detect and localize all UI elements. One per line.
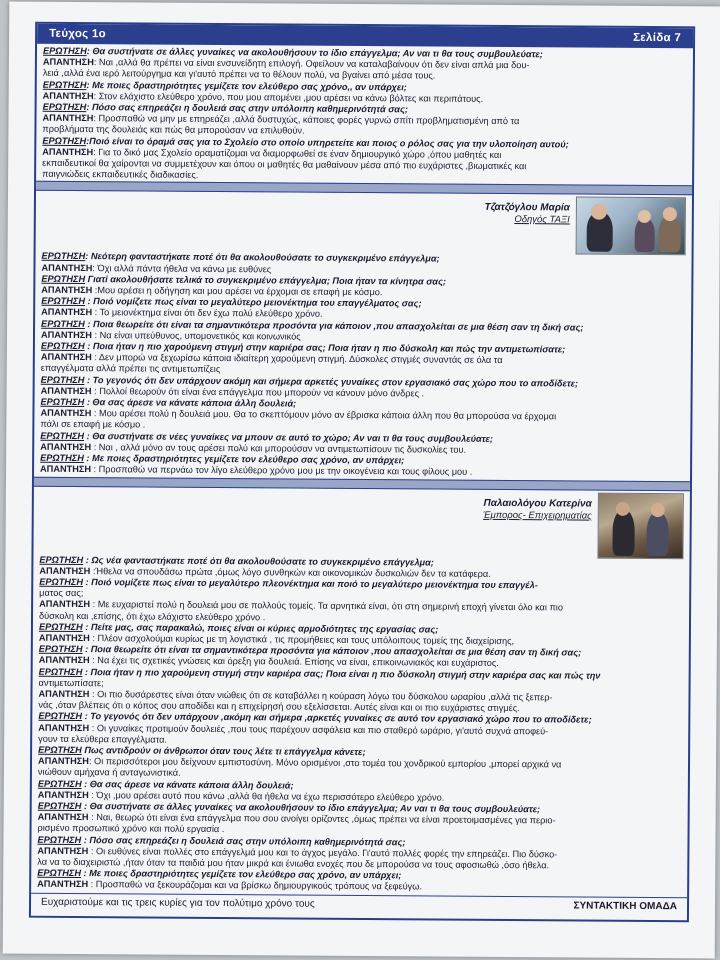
- question-label: ΕΡΩΤΗΣΗ: [41, 251, 86, 262]
- person-name: Παλαιολόγου Κατερίνα: [483, 497, 592, 510]
- answer-label: ΑΠΑΝΤΗΣΗ: [37, 811, 89, 823]
- line-text: : Ποιό νομίζετε πως είναι το μεγαλύτερο πλεονέκτημα και ποιό το μεγαλύτερο μειονέκτημα του επαγγέλ-: [82, 576, 538, 591]
- line-text: λα να το διαχειριστώ ,ήταν όταν τα παιδιά μου ήταν μικρά και ένιωθα ενοχές που δε μπορούσα να τους αφοσιωθώ ,όσο ήθελα.: [37, 856, 550, 871]
- line-text: : Το μειονέκτημα είναι ότι δεν έχω πολύ ελεύθερο χρόνο.: [92, 307, 323, 320]
- line-text: : Πολλοί θεωρούν ότι είναι ένα επάγγελμα που μπορούν να κάνουν μόνο άνδρες .: [91, 385, 425, 399]
- question-label: ΕΡΩΤΗΣΗ: [40, 452, 84, 464]
- interview-content: [31, 44, 693, 912]
- answer-label: ΑΠΑΝΤΗΣΗ: [37, 879, 89, 890]
- answer-label: ΑΠΑΝΤΗΣΗ: [37, 845, 89, 856]
- line-text: : Το γεγονός ότι δεν υπάρχουν ακόμη και σήμερα αρκετές γυναίκες στον εργασιακό σας χώρο που το αποδίδετε;: [84, 374, 579, 389]
- line-text: εκπαιδευτικοί θα χαίρονται να συμμετέχουν και όπου οι μαθητές θα μαθαίνουν μέσα από πιο ευχάριστες ,βιωματικές και: [42, 157, 527, 172]
- line-text: : Οι γυναίκες προτιμούν δουλειές ,που τους παρέχουν ασφάλεια και πιο σταθερό ωράριο, γι'αυτό συχνά αποφεύ-: [89, 722, 549, 736]
- question-label: ΕΡΩΤΗΣΗ: [38, 744, 82, 756]
- answer-label: ΑΠΑΝΤΗΣΗ: [38, 688, 90, 700]
- line-text: : Προσπαθώ να ξεκουράζομαι και να βρίσκω δημιουργικούς τρόπους να ξεφεύγω.: [88, 879, 423, 892]
- line-text: προβλήματα της δουλειάς και πώς θα μπορούσαν να επιλυθούν.: [42, 124, 305, 137]
- line-text: : Ναι ,αλλά θα πρέπει να είναι ενσυνείδητη επιλογή. Οφείλουν να καταλαβαίνουν ότι δεν είναι απλά μια δου-: [93, 57, 530, 71]
- question-label: ΕΡΩΤΗΣΗ: [39, 576, 84, 587]
- answer-label: ΑΠΑΝΤΗΣΗ: [41, 262, 93, 273]
- answer-label: ΑΠΑΝΤΗΣΗ: [40, 352, 92, 363]
- line-text: : Ως νέα φανταστήκατε ποτέ ότι θα ακολουθούσατε το συγκεκριμένο επάγγελμα;: [83, 554, 434, 568]
- line-text: αντιμετωπίσατε;: [38, 677, 104, 688]
- line-text: : Με ποιες δραστηριότητες γεμίζετε τον ελεύθερο σας χρόνο,, αν υπάρχει;: [86, 79, 407, 92]
- answer-label: ΑΠΑΝΤΗΣΗ: [40, 408, 92, 419]
- question-label: ΕΡΩΤΗΣΗ: [41, 296, 86, 307]
- line-text: Πως αντιδρούν οι άνθρωποι όταν τους λέτε τι επάγγελμα κάνετε;: [81, 745, 366, 757]
- line-text: : Οι περισσότεροι μου δείχνουν εμπιστοσύνη. Μόνο ορισμένοι ,στο τομέα του χονδρικού εμπορίου ,μπορεί αρχικά να: [88, 756, 562, 770]
- line-text: : Ποια θεωρείτε ότι είναι τα σημαντικότερα προσόντα για κάποιον ,που απασχολείται σε μια θέση σαν τη δική σας;: [84, 318, 584, 333]
- answer-label: ΑΠΑΝΤΗΣΗ: [42, 146, 94, 157]
- line-text: : Νεότερη φανταστήκατε ποτέ ότι θα ακολουθούσατε το συγκεκριμένο επάγγελμα;: [85, 251, 440, 264]
- answer-label: ΑΠΑΝΤΗΣΗ: [39, 599, 91, 610]
- line-text: : Θα σας άρεσε να κάνατε κάποια άλλη δουλειά;: [81, 778, 294, 791]
- issue-label: Τεύχος 1ο: [49, 27, 107, 41]
- answer-label: ΑΠΑΝΤΗΣΗ: [38, 632, 90, 644]
- line-text: : Μου αρέσει πολύ η δουλειά μου. Θα το σκεπτόμουν μόνο αν έβρισκα κάποια άλλη που θα μπορούσα να έρχομαι: [91, 408, 557, 422]
- thanks-note: Ευχαριστούμε και τις τρεις κυρίες για τον πολύτιμο χρόνο τους: [41, 896, 315, 910]
- line-text: : Θα συστήνατε σε άλλες γυναίκες να ακολουθήσουν το ίδιο επάγγελμα; Αν ναι τι θα τους συμβουλεύατε;: [81, 801, 541, 815]
- line-text: : Οι ευθύνες είναι πολλές στο επάγγελμά μου και το άγχος μεγάλο. Γι'αυτό πολλές φορές την επηρεάζει. Πιο δύσκο-: [88, 845, 558, 860]
- line-text: : Ναι , αλλά μόνο αν τους αρέσει πολύ και μπορούσαν να αντιμετωπίσουν τις δυσκολίες του.: [91, 441, 467, 455]
- question-label: ΕΡΩΤΗΣΗ: [41, 273, 86, 284]
- line-text: : Θα συστήνατε σε νέες γυναίκες να μπουν σε αυτό το χώρο; Αν ναι τι θα τους συμβουλεύατε;: [84, 430, 494, 444]
- line-text: : Να έχει τις σχετικές γνώσεις και όρεξη για δουλειά. Επίσης να είναι, επικοινωνιακός και ευχάριστος.: [89, 655, 499, 669]
- line-text: : Πόσο σας επηρεάζει η δουλειά σας στην υπόλοιπη καθημερινότητά σας;: [86, 102, 409, 115]
- line-text: :Ποιό είναι το όραμά σας για το Σχολείο στο οποίο υπηρετείτε και ποιος ο ρόλος σας για την υλοποίηση αυτού;: [86, 135, 569, 150]
- line-text: : Προσπαθώ να μην με επηρεάζει ,αλλά δυστυχώς, κάποιες φορές γυρνώ σπίτι προβληματισμένη από τα: [93, 113, 520, 127]
- newsletter-page: [3, 2, 720, 959]
- line-text: νάς ,όταν βλέπεις ότι ο κόπος σου αποδίδει και η επιχείρησή σου εξελίσσεται. Αυτές είναι και οι πιο ευχάριστες στιγμές.: [38, 699, 520, 714]
- page-frame: [29, 22, 695, 923]
- question-label: ΕΡΩΤΗΣΗ: [39, 554, 84, 565]
- line-text: : Δεν μπορώ να ξεχωρίσω κάποια ιδιαίτερη χαρούμενη στιγμή. Δύσκολες στιγμές συναντάς σε όλα τα: [91, 352, 503, 366]
- question-label: ΕΡΩΤΗΣΗ: [42, 45, 87, 57]
- person-name-block: [483, 491, 592, 522]
- answer-label: ΑΠΑΝΤΗΣΗ: [37, 789, 89, 800]
- editorial-team: ΣΥΝΤΑΚΤΙΚΗ ΟΜΑΔΑ: [573, 900, 678, 912]
- answer-label: ΑΠΑΝΤΗΣΗ: [41, 284, 93, 296]
- line-text: : Οι πιο δυσάρεστες είναι όταν νιώθεις ότι σε καταβάλλει η κούραση λόγω του δύσκολου ωραρίου ,αλλά τις ξεπερ-: [89, 689, 553, 703]
- question-label: ΕΡΩΤΗΣΗ: [40, 396, 85, 408]
- line-text: πάλι σε επαφή με κόσμο .: [40, 419, 146, 430]
- merchant-photo: [597, 492, 683, 559]
- line-text: : Ναι, θεωρώ ότι είναι ένα επάγγελμα που σου ανοίγει ορίζοντες ,όμως πρέπει να είναι προετοιμασμένες για περιο-: [88, 812, 556, 826]
- answer-label: ΑΠΑΝΤΗΣΗ: [41, 307, 93, 318]
- line-text: Γιατί ακολουθήσατε τελικά το συγκεκριμένο επάγγελμα; Ποια ήταν τα κίνητρα σας;: [85, 273, 447, 287]
- line-text: δύσκολη και ,επίσης, ότι έχω ελάχιστο ελεύθερο χρόνο .: [39, 610, 266, 622]
- question-label: ΕΡΩΤΗΣΗ: [42, 79, 87, 90]
- line-text: :Ήθελα να σπουδάσω πρώτα ,όμως λόγο συνθηκών και οικονομικών δυσκολιών δεν τα κατάφερα.: [90, 565, 491, 579]
- page-number: Σελίδα 7: [633, 31, 682, 45]
- question-label: ΕΡΩΤΗΣΗ: [42, 135, 87, 146]
- person-role: Έμπορος- Επιχειρηματίας: [483, 509, 592, 522]
- question-label: ΕΡΩΤΗΣΗ: [38, 643, 83, 655]
- line-text: :Μου αρέσει η οδήγηση και μου αρέσει να έρχομαι σε επαφή με κόσμο.: [92, 285, 383, 298]
- line-text: λειά ,αλλά ένα ιερό λειτούργημα και γι'αυτό πρέπει να το θέλουν πολύ, να βγαίνει από μέσα τους.: [42, 68, 436, 81]
- person-header-2: [39, 488, 683, 558]
- person-role: Οδηγός ΤΑΞΙ: [514, 214, 570, 226]
- line-text: : Ποια ήταν η πιο χαρούμενη στιγμή στην καριέρα σας; Ποια είναι η πιο δύσκολη στιγμή στην καριέρα σας και πώς την: [82, 666, 601, 681]
- interview-section-3: [37, 554, 683, 895]
- question-label: ΕΡΩΤΗΣΗ: [37, 778, 82, 789]
- line-text: : Πόσο σας επηρεάζει η δουλειά σας στην υπόλοιπη καθημερινότητά σας;: [81, 834, 406, 847]
- person-header-1: [42, 193, 686, 255]
- line-text: : Πλέον ασχολούμαι κυρίως με τη λογιστικά , τις προμήθειες και τους υπόλοιπους τομείς της διαχείρισης,: [89, 633, 515, 646]
- line-text: : Για το δικό μας Σχολείο οραματίζομαι να διαμορφωθεί σε έναν δημιουργικό χώρο ,όπου μαθητές και: [93, 146, 502, 160]
- line-text: : Θα σας άρεσε να κάνατε κάποια άλλη δουλειά;: [84, 397, 297, 409]
- question-label: ΕΡΩΤΗΣΗ: [38, 621, 83, 632]
- question-label: ΕΡΩΤΗΣΗ: [38, 711, 83, 722]
- question-label: ΕΡΩΤΗΣΗ: [40, 374, 85, 385]
- answer-label: ΑΠΑΝΤΗΣΗ: [42, 112, 94, 124]
- answer-label: ΑΠΑΝΤΗΣΗ: [38, 655, 90, 666]
- line-text: : Με ευχαριστεί πολύ η δουλειά μου σε πολλούς τομείς. Τα αρνητικά είναι, ότι στη σημερινή εποχή γίνεται όλο και πιο: [90, 599, 564, 613]
- line-text: : Στον ελάχιστο ελεύθερο χρόνο, που μου απομένει ,μου αρέσει να κάνω βόλτες και περιπάτους.: [93, 90, 484, 104]
- question-label: ΕΡΩΤΗΣΗ: [38, 666, 83, 677]
- answer-label: ΑΠΑΝΤΗΣΗ: [40, 329, 92, 340]
- line-text: : Ποια ήταν η πιο χαρούμενη στιγμή στην καριέρα σας; Ποια ήταν η πιο δύσκολη και πώς την αντιμετωπίσατε;: [84, 341, 566, 355]
- line-text: νιώθουν αμήχανα ή ανταγωνιστικά.: [37, 767, 181, 779]
- question-label: ΕΡΩΤΗΣΗ: [37, 800, 82, 812]
- line-text: επαγγέλματα αλλά πρέπει τις αντιμετωπίζεις: [40, 363, 221, 375]
- line-text: : Πείτε μας, σας παρακαλώ, ποιες είναι οι κύριες αρμοδιότητες της εργασίας σας;: [82, 621, 439, 635]
- line-text: : Όχι αλλά πάντα ήθελα να κάνω με ευθύνες: [92, 262, 272, 275]
- answer-label: ΑΠΑΝΤΗΣΗ: [39, 565, 91, 576]
- interview-section-1: [42, 46, 687, 185]
- question-label: ΕΡΩΤΗΣΗ: [40, 340, 85, 352]
- question-label: ΕΡΩΤΗΣΗ: [37, 867, 82, 879]
- page-footer: [31, 892, 687, 912]
- question-label: ΕΡΩΤΗΣΗ: [37, 834, 82, 845]
- line-text: : Το γεγονός ότι δεν υπάρχουν ,ακόμη και σήμερα ,αρκετές γυναίκες σε αυτό τον εργασιακό χώρο που το αποδίδετε;: [82, 711, 592, 725]
- line-text: : Προσπαθώ να περνάω τον λίγο ελεύθερο χρόνο μου με την οικογένεια και τους φίλους μου .: [90, 464, 473, 478]
- answer-label: ΑΠΑΝΤΗΣΗ: [37, 755, 90, 767]
- line-text: ρισμένο προσωπικό χρόνο και πολύ εργασία .: [37, 823, 225, 835]
- line-text: : Να είναι υπεύθυνος, υπομονετικός και κοινωνικός: [91, 329, 301, 342]
- question-label: ΕΡΩΤΗΣΗ: [42, 101, 87, 113]
- line-text: γουν τα ελεύθερα επαγγέλματα.: [38, 733, 168, 745]
- taxi-driver-photo: [576, 197, 686, 256]
- person-name-block: [484, 196, 570, 227]
- answer-label: ΑΠΑΝΤΗΣΗ: [40, 441, 92, 452]
- answer-label: ΑΠΑΝΤΗΣΗ: [38, 722, 90, 733]
- question-label: ΕΡΩΤΗΣΗ: [40, 430, 85, 441]
- answer-label: ΑΠΑΝΤΗΣΗ: [42, 56, 94, 68]
- line-text: : Ποιό νομίζετε πως είναι το μεγαλύτερο μειονέκτημα του επαγγέλματος σας;: [84, 296, 422, 309]
- line-text: : Όχι ,μου αρέσει αυτό που κάνω ,αλλά θα ήθελα να έχω περισσότερο ελεύθερο χρόνο.: [88, 789, 445, 803]
- line-text: : Με ποιες δραστηριότητες γεμίζετε τον ελεύθερο σας χρόνο, αν υπάρχει;: [83, 453, 405, 466]
- question-label: ΕΡΩΤΗΣΗ: [41, 318, 85, 329]
- line-text: ματος σας;: [39, 587, 84, 599]
- line-text: : Ποια θεωρείτε ότι είναι τα σημαντικότερα προσόντα για κάποιον ,που απασχολείται σε μια θέση σαν τη δική σας;: [82, 644, 582, 658]
- line-text: παιγνιώδεις εκπαιδευτικές διαδικασίες.: [42, 168, 199, 181]
- interview-section-2: [40, 251, 686, 480]
- answer-label: ΑΠΑΝΤΗΣΗ: [40, 385, 92, 396]
- line-text: : Θα συστήνατε σε άλλες γυναίκες να ακολουθήσουν το ίδιο επάγγελμα; Αν ναι τι θα τους συμβουλεύατε;: [86, 46, 543, 60]
- line-text: : Με ποιες δραστηριότητες γεμίζετε τον ελεύθερο σας χρόνο, αν υπάρχει;: [80, 868, 402, 881]
- person-name: Τζατζόγλου Μαρία: [484, 202, 570, 214]
- answer-label: ΑΠΑΝΤΗΣΗ: [42, 90, 94, 101]
- answer-label: ΑΠΑΝΤΗΣΗ: [40, 464, 92, 475]
